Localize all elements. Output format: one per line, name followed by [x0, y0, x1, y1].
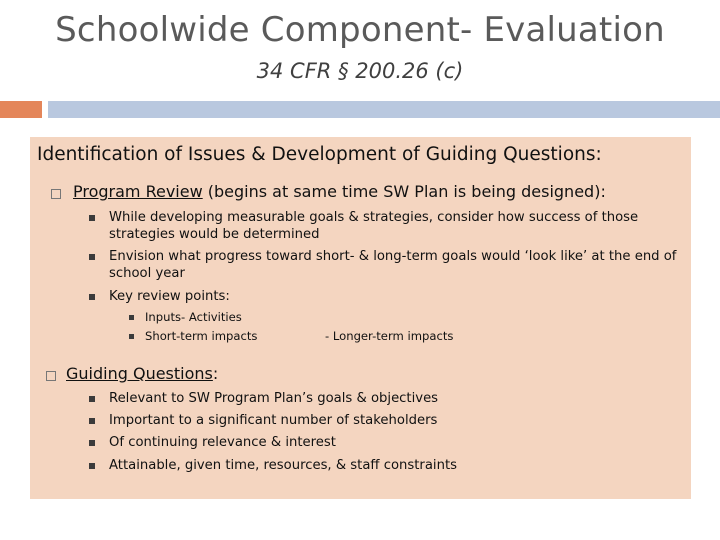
- program-review-description: (begins at same time SW Plan is being designed):: [202, 182, 606, 201]
- section-heading: Identification of Issues & Development of Guiding Questions:: [37, 144, 602, 165]
- hollow-bullet-icon: [46, 371, 56, 381]
- square-bullet-icon: [89, 254, 95, 260]
- guiding-questions-colon: :: [212, 364, 219, 383]
- accent-bar-orange: [0, 101, 42, 118]
- program-review-item-3: Key review points:: [109, 289, 230, 304]
- key-point-inputs: Inputs- Activities: [145, 310, 242, 324]
- key-point-short-term: Short-term impacts: [145, 329, 258, 343]
- hollow-bullet-icon: [51, 189, 61, 199]
- guiding-questions-line: [66, 364, 218, 383]
- square-bullet-icon: [89, 463, 95, 469]
- key-point-longer-term: - Longer-term impacts: [325, 329, 454, 343]
- guiding-question-1: Relevant to SW Program Plan’s goals & objectives: [109, 391, 439, 406]
- square-bullet-icon: [129, 334, 134, 339]
- square-bullet-icon: [89, 440, 95, 446]
- square-bullet-icon: [89, 396, 95, 402]
- square-bullet-icon: [129, 315, 134, 320]
- program-review-item-1: While developing measurable goals & strategies, consider how success of those strategies would be determined: [109, 210, 639, 242]
- slide-subtitle: 34 CFR § 200.26 (c): [256, 59, 464, 83]
- accent-bar-blue: [48, 101, 720, 118]
- square-bullet-icon: [89, 418, 95, 424]
- program-review-line: [73, 182, 606, 201]
- guiding-question-3: Of continuing relevance & interest: [109, 435, 336, 450]
- guiding-question-2: Important to a significant number of stakeholders: [109, 413, 438, 428]
- program-review-label: Program Review: [73, 182, 203, 201]
- square-bullet-icon: [89, 294, 95, 300]
- guiding-questions-label: Guiding Questions: [66, 364, 213, 383]
- slide-title: Schoolwide Component- Evaluation: [55, 10, 665, 50]
- square-bullet-icon: [89, 215, 95, 221]
- guiding-question-4: Attainable, given time, resources, & staff constraints: [109, 458, 457, 473]
- program-review-item-2: Envision what progress toward short- & long-term goals would ‘look like’ at the end of school year: [109, 249, 677, 281]
